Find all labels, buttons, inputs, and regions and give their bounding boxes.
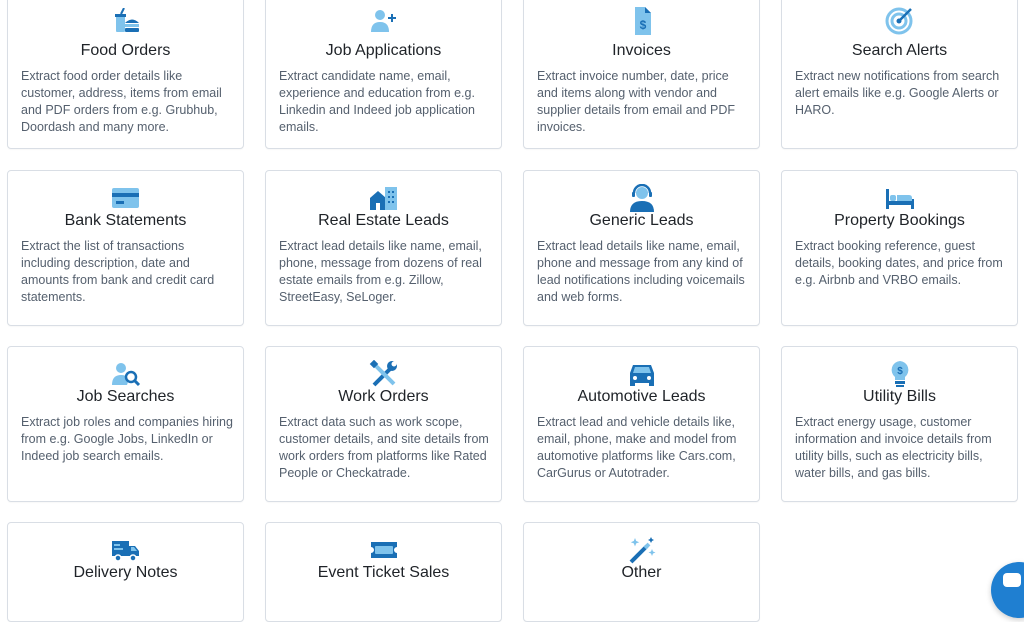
card-title: Event Ticket Sales — [317, 564, 450, 581]
card-description: Extract job roles and companies hiring from e.g. Google Jobs, LinkedIn or Indeed job search emails. — [21, 415, 233, 463]
card-other[interactable] — [523, 522, 760, 622]
card-description: Extract lead details like name, email, phone, message from dozens of real estate emails from e.g. Zillow, StreetEasy, SeLoger. — [279, 239, 482, 304]
card-utility-bills[interactable] — [781, 346, 1018, 502]
truck-icon — [8, 536, 243, 564]
bed-icon — [782, 184, 1017, 212]
card-title: Invoices — [612, 42, 671, 59]
card-title: Job Searches — [76, 388, 175, 405]
card-title: Generic Leads — [589, 212, 694, 229]
card-title: Real Estate Leads — [318, 212, 449, 229]
card-description: Extract the list of transactions including description, date and amounts from bank and credit card statements. — [21, 239, 215, 304]
svg-text:$: $ — [896, 366, 903, 377]
credit-card-icon — [8, 184, 243, 212]
card-description: Extract energy usage, customer information and invoice details from utility bills, such as electricity bills, water bills, and gas bills. — [795, 415, 992, 480]
lightbulb-dollar-icon — [782, 360, 1017, 388]
target-icon — [782, 7, 1017, 35]
buildings-icon — [266, 184, 501, 212]
card-title: Automotive Leads — [577, 388, 706, 405]
card-property-bookings[interactable] — [781, 170, 1018, 326]
card-work-orders[interactable] — [265, 346, 502, 502]
card-description: Extract candidate name, email, experience and education from e.g. Linkedin and Indeed job application emails. — [279, 69, 475, 134]
card-delivery-notes[interactable] — [7, 522, 244, 622]
card-real-estate-leads[interactable] — [265, 170, 502, 326]
card-title: Food Orders — [80, 42, 171, 59]
card-job-applications[interactable] — [265, 0, 502, 149]
card-search-alerts[interactable] — [781, 0, 1018, 149]
card-bank-statements[interactable] — [7, 170, 244, 326]
card-title: Other — [621, 564, 662, 581]
card-title: Property Bookings — [834, 212, 965, 229]
card-description: Extract invoice number, date, price and items along with vendor and supplier details from email and PDF invoices. — [537, 69, 735, 134]
card-generic-leads[interactable] — [523, 170, 760, 326]
svg-text:$: $ — [639, 18, 646, 32]
car-icon — [524, 360, 759, 388]
person-search-icon — [8, 360, 243, 388]
card-description: Extract booking reference, guest details, booking dates, and price from e.g. Airbnb and VRBO emails. — [795, 239, 1003, 287]
card-automotive-leads[interactable] — [523, 346, 760, 502]
magic-wand-icon — [524, 536, 759, 564]
card-food-orders[interactable] — [7, 0, 244, 149]
card-description: Extract new notifications from search alert emails like e.g. Google Alerts or HARO. — [795, 69, 1000, 117]
card-event-ticket-sales[interactable] — [265, 522, 502, 622]
card-description: Extract lead and vehicle details like, email, phone, make and model from automotive platforms like Cars.com, CarGurus or Autotrader. — [537, 415, 737, 480]
chat-icon — [1001, 570, 1023, 592]
card-description: Extract data such as work scope, customer details, and site details from work orders from platforms like Rated People or Checkatrade. — [279, 415, 489, 480]
add-person-icon — [266, 7, 501, 35]
card-description: Extract lead details like name, email, phone and message from any kind of lead notifications including voicemails and web forms. — [537, 239, 745, 304]
ticket-icon — [266, 536, 501, 564]
invoice-icon — [524, 7, 759, 35]
card-title: Search Alerts — [851, 42, 948, 59]
chat-launcher-button[interactable] — [991, 562, 1024, 618]
headset-person-icon — [524, 184, 759, 212]
card-title: Utility Bills — [863, 388, 936, 405]
card-title: Job Applications — [325, 42, 442, 59]
card-title: Work Orders — [338, 388, 429, 405]
card-invoices[interactable] — [523, 0, 760, 149]
food-icon — [8, 7, 243, 35]
card-title: Delivery Notes — [73, 564, 178, 581]
tools-icon — [266, 360, 501, 388]
card-title: Bank Statements — [64, 212, 187, 229]
card-job-searches[interactable] — [7, 346, 244, 502]
card-description: Extract food order details like customer, address, items from email and PDF orders from e.g. Grubhub, Doordash and many more. — [21, 69, 222, 134]
